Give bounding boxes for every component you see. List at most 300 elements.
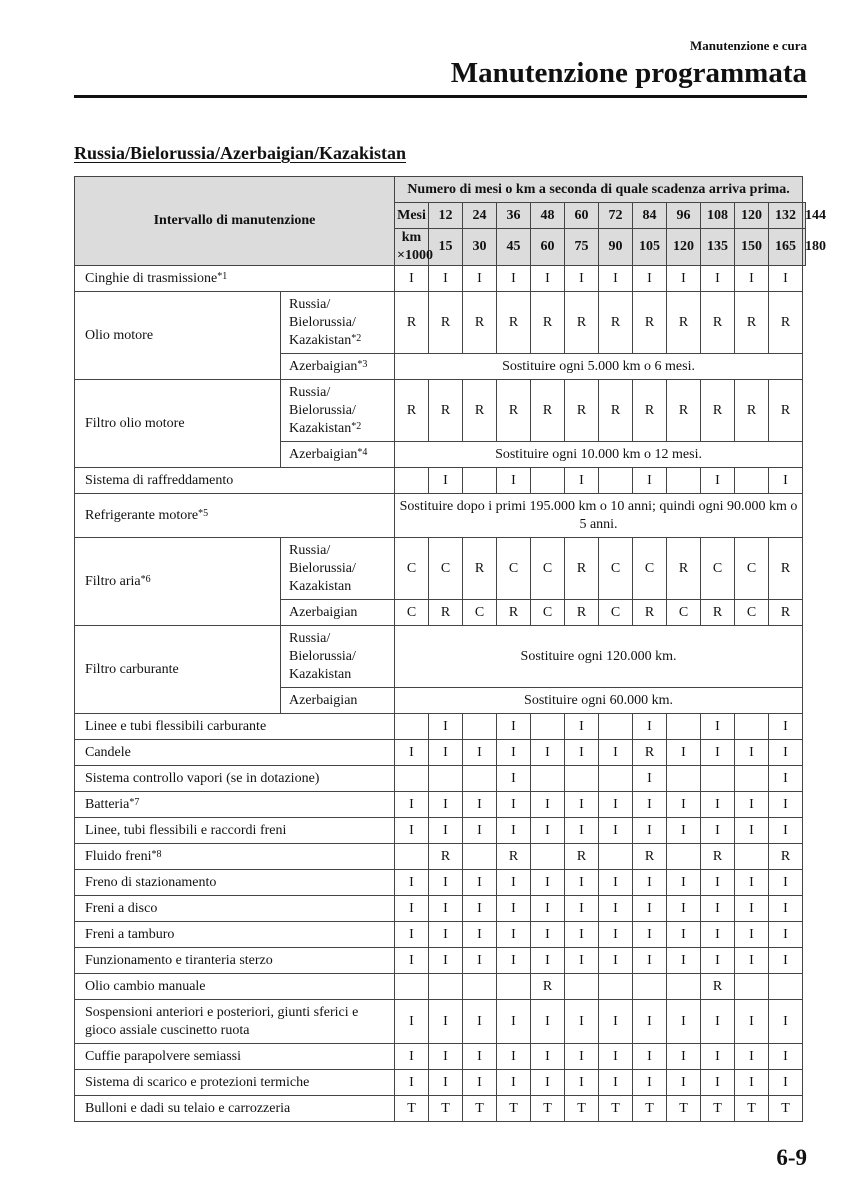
interval-cell: C — [395, 538, 429, 600]
interval-cell: I — [701, 792, 735, 818]
interval-cell: T — [701, 1096, 735, 1122]
interval-cell: I — [463, 870, 497, 896]
item-label: Funzionamento e tiranteria sterzo — [85, 952, 273, 968]
interval-cell: I — [701, 468, 735, 494]
interval-cell: I — [497, 740, 531, 766]
interval-cell — [531, 468, 565, 494]
item-label: Filtro aria — [85, 573, 141, 589]
region-subtitle: Russia/Bielorussia/Azerbaigian/Kazakistan — [74, 143, 407, 163]
interval-cell: R — [633, 844, 667, 870]
interval-cell: I — [769, 1044, 803, 1070]
interval-cell: I — [633, 818, 667, 844]
interval-cell: R — [429, 380, 463, 442]
interval-cell — [667, 974, 701, 1000]
region-cell — [281, 442, 395, 468]
interval-cell: I — [429, 468, 463, 494]
interval-cell: I — [769, 266, 803, 292]
interval-cell: T — [599, 1096, 633, 1122]
interval-cell: R — [701, 844, 735, 870]
item-cell — [75, 818, 395, 844]
interval-cell: I — [599, 1044, 633, 1070]
km-cell: 135 — [701, 229, 735, 266]
interval-header: Intervallo di manutenzione — [75, 177, 395, 266]
item-label: Freni a tamburo — [85, 926, 175, 942]
region-cell — [281, 354, 395, 380]
interval-cell: I — [497, 1000, 531, 1044]
interval-cell: I — [735, 870, 769, 896]
schedule-text: Sostituire ogni 5.000 km o 6 mesi. — [395, 354, 803, 380]
interval-cell: I — [565, 468, 599, 494]
interval-cell: I — [633, 792, 667, 818]
page-title: Manutenzione programmata — [450, 57, 807, 89]
interval-cell: R — [531, 974, 565, 1000]
interval-cell — [497, 974, 531, 1000]
km-cell: 90 — [599, 229, 633, 266]
interval-cell: T — [429, 1096, 463, 1122]
interval-cell: I — [497, 1070, 531, 1096]
interval-cell: I — [531, 266, 565, 292]
months-label: Mesi — [395, 203, 429, 229]
interval-cell: I — [633, 266, 667, 292]
interval-cell: R — [769, 538, 803, 600]
table-row — [75, 922, 806, 948]
interval-cell: I — [565, 896, 599, 922]
interval-cell: C — [497, 538, 531, 600]
table-row — [75, 1070, 806, 1096]
interval-cell: I — [701, 714, 735, 740]
interval-cell: T — [395, 1096, 429, 1122]
month-cell: 36 — [497, 203, 531, 229]
item-label: Freno di stazionamento — [85, 874, 217, 890]
item-label: Sistema di raffreddamento — [85, 472, 234, 488]
interval-cell: I — [395, 1044, 429, 1070]
interval-cell: I — [531, 792, 565, 818]
table-row — [75, 766, 806, 792]
interval-cell: R — [565, 600, 599, 626]
interval-cell — [395, 766, 429, 792]
interval-cell — [463, 468, 497, 494]
interval-cell: I — [429, 896, 463, 922]
footnote-marker: *5 — [198, 507, 209, 519]
km-cell: 45 — [497, 229, 531, 266]
interval-cell — [599, 974, 633, 1000]
interval-cell: I — [531, 1044, 565, 1070]
interval-cell: I — [769, 468, 803, 494]
interval-cell: I — [565, 922, 599, 948]
interval-cell: R — [633, 600, 667, 626]
interval-cell: T — [565, 1096, 599, 1122]
item-label: Freni a disco — [85, 900, 158, 916]
schedule-text: Sostituire ogni 120.000 km. — [395, 626, 803, 688]
table-row — [75, 974, 806, 1000]
interval-cell: I — [395, 896, 429, 922]
interval-cell: I — [769, 1000, 803, 1044]
km-cell: 75 — [565, 229, 599, 266]
interval-cell: I — [565, 740, 599, 766]
interval-cell: I — [769, 922, 803, 948]
interval-cell: R — [701, 974, 735, 1000]
item-cell — [75, 740, 395, 766]
interval-cell: I — [735, 740, 769, 766]
interval-cell: I — [701, 948, 735, 974]
interval-cell: I — [395, 922, 429, 948]
interval-cell: R — [633, 380, 667, 442]
interval-cell: I — [463, 1000, 497, 1044]
km-cell: 105 — [633, 229, 667, 266]
interval-cell: I — [599, 948, 633, 974]
table-row — [75, 494, 806, 538]
section-label: Manutenzione e cura — [690, 38, 807, 53]
interval-cell: I — [531, 922, 565, 948]
interval-cell: I — [463, 1070, 497, 1096]
region-label: Russia/ Bielorussia/ Kazakistan — [289, 384, 356, 436]
interval-cell: I — [633, 922, 667, 948]
item-cell — [75, 766, 395, 792]
footnote-marker: *6 — [140, 573, 151, 585]
interval-cell: I — [463, 792, 497, 818]
table-row — [75, 380, 806, 442]
interval-cell: I — [701, 266, 735, 292]
schedule-text: Sostituire dopo i primi 195.000 km o 10 anni; quindi ogni 90.000 km o 5 anni. — [395, 494, 803, 538]
interval-cell: C — [735, 600, 769, 626]
interval-cell: I — [599, 1000, 633, 1044]
interval-cell: R — [633, 292, 667, 354]
interval-cell — [531, 714, 565, 740]
interval-cell: R — [429, 600, 463, 626]
interval-cell: R — [565, 292, 599, 354]
interval-cell: I — [599, 922, 633, 948]
interval-cell: I — [463, 948, 497, 974]
interval-cell: I — [565, 1044, 599, 1070]
interval-cell: I — [769, 740, 803, 766]
interval-cell: I — [735, 922, 769, 948]
interval-cell: I — [667, 870, 701, 896]
footnote-marker: *2 — [351, 332, 362, 344]
interval-cell: R — [667, 538, 701, 600]
item-cell — [75, 870, 395, 896]
interval-cell: I — [735, 1044, 769, 1070]
interval-cell: C — [429, 538, 463, 600]
interval-cell: R — [735, 380, 769, 442]
interval-cell — [395, 844, 429, 870]
interval-cell: I — [531, 1070, 565, 1096]
interval-cell: I — [667, 266, 701, 292]
interval-cell: I — [497, 792, 531, 818]
table-row — [75, 1096, 806, 1122]
km-cell: 150 — [735, 229, 769, 266]
interval-cell: C — [701, 538, 735, 600]
table-row — [75, 844, 806, 870]
interval-cell — [735, 844, 769, 870]
interval-cell: I — [633, 468, 667, 494]
interval-cell: R — [463, 538, 497, 600]
region-label: Russia/ Bielorussia/ Kazakistan — [289, 296, 356, 348]
region-cell — [281, 626, 395, 688]
interval-cell: I — [701, 870, 735, 896]
item-cell — [75, 626, 281, 714]
km-cell: 60 — [531, 229, 565, 266]
interval-cell: I — [735, 266, 769, 292]
item-label: Sospensioni anteriori e posteriori, giunti sferici e gioco assiale cuscinetto ruota — [85, 1004, 359, 1038]
interval-cell: C — [599, 600, 633, 626]
interval-cell — [429, 766, 463, 792]
interval-cell — [395, 468, 429, 494]
item-label: Filtro olio motore — [85, 415, 185, 431]
km-cell: 15 — [429, 229, 463, 266]
footnote-marker: *2 — [351, 420, 362, 432]
interval-cell — [735, 974, 769, 1000]
region-label: Azerbaigian — [289, 446, 358, 462]
interval-cell: C — [735, 538, 769, 600]
item-label: Linee, tubi flessibili e raccordi freni — [85, 822, 287, 838]
interval-cell — [667, 468, 701, 494]
interval-cell: I — [667, 1044, 701, 1070]
interval-cell: I — [667, 922, 701, 948]
interval-cell: R — [599, 380, 633, 442]
interval-cell: I — [531, 896, 565, 922]
region-label: Azerbaigian — [289, 358, 358, 374]
interval-cell: R — [497, 292, 531, 354]
interval-cell: I — [531, 818, 565, 844]
interval-cell: I — [395, 1000, 429, 1044]
interval-cell: I — [701, 818, 735, 844]
interval-cell: I — [531, 948, 565, 974]
header-row-note — [75, 177, 806, 203]
interval-cell: I — [395, 792, 429, 818]
month-cell: 48 — [531, 203, 565, 229]
interval-cell: I — [599, 818, 633, 844]
interval-cell: I — [395, 948, 429, 974]
interval-cell — [395, 974, 429, 1000]
interval-cell: I — [429, 1070, 463, 1096]
interval-cell — [667, 766, 701, 792]
interval-cell: I — [497, 766, 531, 792]
interval-cell: I — [429, 1000, 463, 1044]
interval-cell: I — [429, 740, 463, 766]
interval-cell: I — [463, 818, 497, 844]
item-cell — [75, 844, 395, 870]
region-label: Azerbaigian — [289, 692, 358, 708]
interval-cell: I — [769, 818, 803, 844]
interval-cell: I — [497, 870, 531, 896]
interval-cell: I — [429, 870, 463, 896]
interval-cell: I — [429, 922, 463, 948]
interval-cell: R — [395, 380, 429, 442]
interval-cell: R — [395, 292, 429, 354]
footnote-marker: *1 — [217, 270, 228, 282]
interval-cell — [735, 714, 769, 740]
region-label: Azerbaigian — [289, 604, 358, 620]
interval-cell: I — [565, 792, 599, 818]
month-cell: 12 — [429, 203, 463, 229]
item-label: Cuffie parapolvere semiassi — [85, 1048, 242, 1064]
interval-cell: C — [531, 600, 565, 626]
interval-cell: I — [463, 740, 497, 766]
km-cell: 30 — [463, 229, 497, 266]
schedule-text: Sostituire ogni 10.000 km o 12 mesi. — [395, 442, 803, 468]
interval-cell: R — [429, 292, 463, 354]
interval-cell: C — [599, 538, 633, 600]
interval-cell: T — [497, 1096, 531, 1122]
table-row — [75, 468, 806, 494]
item-label: Fluido freni — [85, 848, 152, 864]
interval-cell: T — [633, 1096, 667, 1122]
month-cell: 24 — [463, 203, 497, 229]
interval-cell: R — [565, 380, 599, 442]
interval-cell: C — [395, 600, 429, 626]
region-cell — [281, 292, 395, 354]
item-cell — [75, 792, 395, 818]
item-cell — [75, 948, 395, 974]
item-cell — [75, 974, 395, 1000]
interval-cell: I — [429, 948, 463, 974]
interval-cell: I — [701, 1070, 735, 1096]
region-cell — [281, 380, 395, 442]
interval-cell: I — [701, 922, 735, 948]
interval-cell: I — [735, 1070, 769, 1096]
interval-cell: R — [565, 844, 599, 870]
interval-cell: I — [769, 792, 803, 818]
interval-cell: I — [565, 870, 599, 896]
interval-cell: I — [599, 792, 633, 818]
table-row — [75, 896, 806, 922]
interval-cell: R — [497, 600, 531, 626]
interval-cell: C — [667, 600, 701, 626]
interval-cell: R — [531, 380, 565, 442]
region-label: Russia/ Bielorussia/ Kazakistan — [289, 542, 356, 594]
interval-cell: R — [531, 292, 565, 354]
interval-cell: I — [735, 896, 769, 922]
interval-cell: R — [633, 740, 667, 766]
interval-cell: T — [531, 1096, 565, 1122]
item-cell — [75, 1044, 395, 1070]
interval-cell: I — [497, 266, 531, 292]
interval-cell: R — [667, 380, 701, 442]
table-row — [75, 626, 806, 688]
interval-cell: T — [463, 1096, 497, 1122]
interval-cell: I — [599, 870, 633, 896]
table-row — [75, 948, 806, 974]
interval-cell — [599, 714, 633, 740]
interval-cell: I — [463, 266, 497, 292]
region-cell — [281, 688, 395, 714]
interval-cell: I — [395, 818, 429, 844]
interval-cell: I — [769, 948, 803, 974]
maintenance-table-body — [75, 177, 827, 1122]
item-cell — [75, 292, 281, 380]
interval-cell: I — [701, 1044, 735, 1070]
table-row — [75, 870, 806, 896]
interval-cell: I — [633, 714, 667, 740]
schedule-text: Sostituire ogni 60.000 km. — [395, 688, 803, 714]
item-label: Sistema controllo vapori (se in dotazione) — [85, 770, 320, 786]
interval-cell: I — [463, 896, 497, 922]
month-cell: 84 — [633, 203, 667, 229]
interval-cell: I — [531, 1000, 565, 1044]
table-row — [75, 1044, 806, 1070]
interval-cell: I — [395, 740, 429, 766]
month-cell: 108 — [701, 203, 735, 229]
interval-cell: I — [769, 714, 803, 740]
footnote-marker: *4 — [357, 446, 368, 458]
interval-cell — [463, 714, 497, 740]
interval-cell: I — [395, 1070, 429, 1096]
month-cell: 120 — [735, 203, 769, 229]
interval-cell: I — [769, 766, 803, 792]
interval-cell — [599, 468, 633, 494]
interval-cell — [531, 844, 565, 870]
interval-cell: R — [497, 380, 531, 442]
interval-cell: R — [463, 292, 497, 354]
interval-cell: I — [633, 896, 667, 922]
interval-cell — [769, 974, 803, 1000]
table-row — [75, 792, 806, 818]
interval-cell — [667, 844, 701, 870]
interval-cell: R — [667, 292, 701, 354]
interval-cell: R — [599, 292, 633, 354]
interval-cell: I — [701, 740, 735, 766]
interval-cell — [667, 714, 701, 740]
interval-cell: R — [565, 538, 599, 600]
interval-cell: I — [667, 818, 701, 844]
interval-cell: I — [429, 792, 463, 818]
interval-cell: I — [633, 1070, 667, 1096]
interval-cell: R — [497, 844, 531, 870]
interval-cell: I — [429, 1044, 463, 1070]
table-row — [75, 714, 806, 740]
interval-cell: I — [633, 1000, 667, 1044]
interval-cell: I — [497, 714, 531, 740]
item-label: Bulloni e dadi su telaio e carrozzeria — [85, 1100, 291, 1116]
table-row — [75, 1000, 806, 1044]
interval-cell: I — [735, 1000, 769, 1044]
interval-cell: I — [633, 1044, 667, 1070]
interval-cell: T — [769, 1096, 803, 1122]
interval-cell: C — [463, 600, 497, 626]
month-cell: 96 — [667, 203, 701, 229]
interval-cell: C — [633, 538, 667, 600]
interval-cell — [463, 974, 497, 1000]
km-label: km ×1000 — [395, 229, 429, 266]
month-cell: 144 — [803, 203, 806, 229]
interval-cell: R — [701, 600, 735, 626]
interval-cell: I — [497, 1044, 531, 1070]
interval-cell: I — [497, 468, 531, 494]
item-label: Olio motore — [85, 327, 154, 343]
item-cell — [75, 922, 395, 948]
interval-cell: R — [429, 844, 463, 870]
item-cell — [75, 380, 281, 468]
interval-cell — [599, 766, 633, 792]
interval-cell: C — [531, 538, 565, 600]
item-label: Candele — [85, 744, 131, 760]
table-row — [75, 740, 806, 766]
item-label: Cinghie di trasmissione — [85, 270, 218, 286]
interval-cell: I — [531, 870, 565, 896]
interval-cell: R — [769, 844, 803, 870]
interval-cell — [565, 974, 599, 1000]
region-label: Russia/ Bielorussia/ Kazakistan — [289, 630, 356, 682]
interval-cell: I — [769, 896, 803, 922]
interval-cell: I — [667, 896, 701, 922]
interval-cell: I — [565, 266, 599, 292]
interval-cell: I — [735, 948, 769, 974]
interval-cell: I — [633, 870, 667, 896]
interval-cell: I — [565, 948, 599, 974]
interval-cell: I — [769, 1070, 803, 1096]
footnote-marker: *7 — [129, 796, 140, 808]
interval-cell: I — [463, 922, 497, 948]
